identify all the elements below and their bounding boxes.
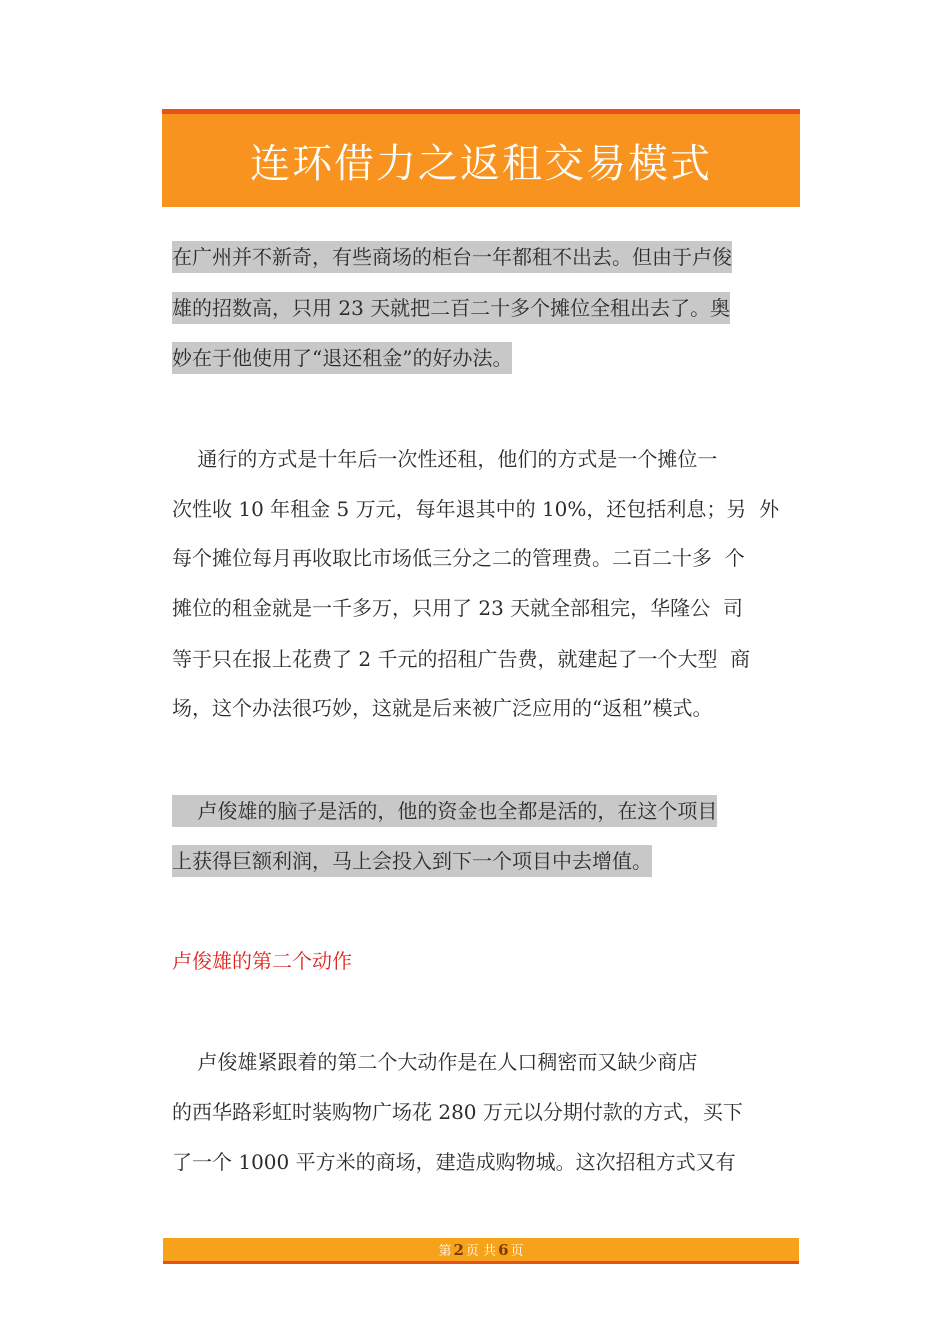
- current-page-number: 2: [453, 1240, 464, 1259]
- paragraph-2-line-5: 等于只在报上花费了 2 千元的招租广告费，就建起了一个大型 商: [172, 647, 751, 671]
- footer-suffix: 页: [510, 1244, 524, 1259]
- total-pages-number: 6: [498, 1240, 509, 1259]
- paragraph-3-line-2: 上获得巨额利润，马上会投入到下一个项目中去增值。: [172, 845, 652, 877]
- paragraph-1-line-3: 妙在于他使用了“退还租金”的好办法。: [172, 342, 512, 374]
- paragraph-2-line-1: 通行的方式是十年后一次性还租，他们的方式是一个摊位一: [172, 447, 718, 471]
- paragraph-1-line-1: 在广州并不新奇，有些商场的柜台一年都租不出去。但由于卢俊: [172, 241, 732, 273]
- paragraph-3-line-1: 卢俊雄的脑子是活的，他的资金也全都是活的，在这个项目: [172, 795, 717, 827]
- paragraph-2-line-4: 摊位的租金就是一千多万，只用了 23 天就全部租完，华隆公 司: [172, 596, 743, 620]
- section-heading: 卢俊雄的第二个动作: [172, 949, 352, 973]
- footer-prefix: 第: [438, 1244, 452, 1259]
- title-banner: [162, 109, 800, 207]
- footer-middle: 页 共: [465, 1244, 497, 1259]
- paragraph-4-line-2: 的西华路彩虹时装购物广场花 280 万元以分期付款的方式，买下: [172, 1100, 743, 1124]
- paragraph-2-line-3: 每个摊位每月再收取比市场低三分之二的管理费。二百二十多 个: [172, 546, 745, 570]
- paragraph-1-line-2: 雄的招数高，只用 23 天就把二百二十多个摊位全租出去了。奥: [172, 292, 730, 324]
- paragraph-4-line-1: 卢俊雄紧跟着的第二个大动作是在人口稠密而又缺少商店: [172, 1050, 698, 1074]
- paragraph-2-line-6: 场，这个办法很巧妙，这就是后来被广泛应用的“返租”模式。: [172, 696, 713, 720]
- paragraph-4-line-3: 了一个 1000 平方米的商场，建造成购物城。这次招租方式又有: [172, 1150, 736, 1174]
- page-footer: [163, 1238, 799, 1264]
- paragraph-2-line-2: 次性收 10 年租金 5 万元，每年退其中的 10%，还包括利息；另 外: [172, 497, 780, 521]
- page-title: 连环借力之返租交易模式: [250, 141, 712, 187]
